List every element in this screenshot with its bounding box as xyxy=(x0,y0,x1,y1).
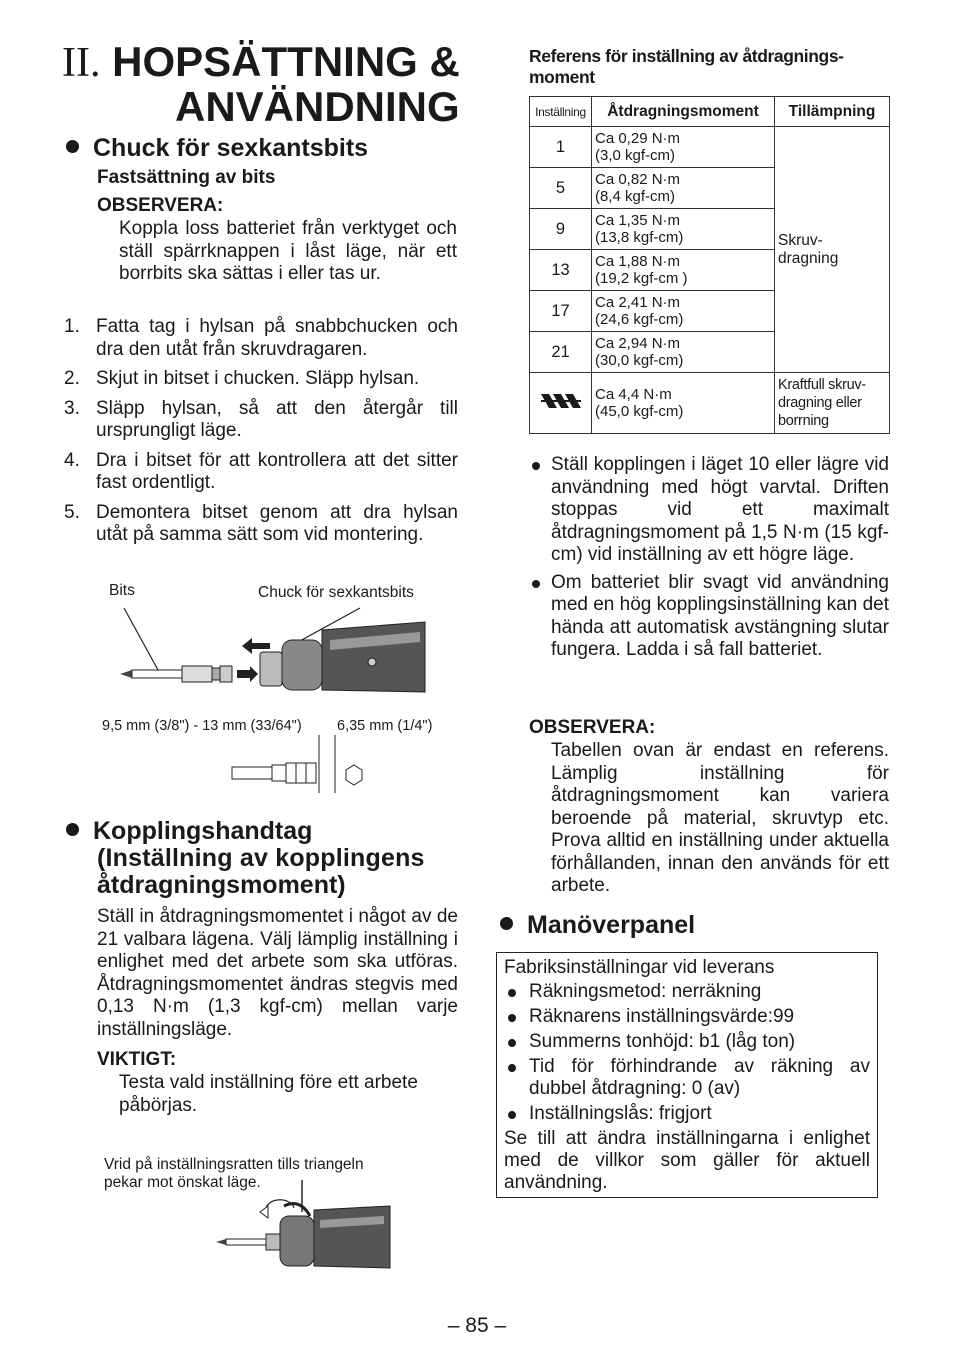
table-cell: Ca 2,41 N·m (24,6 kgf-cm) xyxy=(592,291,775,332)
table-cell xyxy=(530,373,592,434)
table-cell: Ca 0,82 N·m (8,4 kgf-cm) xyxy=(592,168,775,209)
factory-settings-list xyxy=(504,981,870,1125)
list-item: 1. Fatta tag i hylsan på snabbchucken och dra den utåt från skruvdragaren. xyxy=(64,316,458,360)
list-item: 4. Dra i bitset för att kontrollera att det sitter fast ordentligt. xyxy=(64,449,458,493)
list-item: Om batteriet blir svagt vid användning med en hög kopplingsinställning kan det hända att automatisk avstängning slutar fungera. Ladda i så fall batteriet. xyxy=(529,572,889,662)
table-cell: 5 xyxy=(530,168,592,209)
table-cell-application: Skruv- dragning xyxy=(775,127,890,373)
panel-heading: Manöverpanel xyxy=(500,912,695,939)
table-cell: Ca 1,88 N·m (19,2 kgf-cm ) xyxy=(592,250,775,291)
reference-bullets xyxy=(529,454,889,667)
bullet-icon xyxy=(66,140,79,153)
factory-settings-box xyxy=(496,952,878,1198)
table-cell: 21 xyxy=(530,332,592,373)
figure-label-chuck: Chuck för sexkantsbits xyxy=(258,584,414,601)
list-item: Inställningslås: frigjort xyxy=(504,1103,870,1125)
drill-mode-icon xyxy=(539,392,583,410)
clutch-important-text: Testa vald inställning före ett arbete påbörjas. xyxy=(119,1072,418,1116)
table-row xyxy=(530,127,890,168)
table-cell: Ca 4,4 N·m (45,0 kgf-cm) xyxy=(592,373,775,434)
clutch-text: Ställ in åtdragningsmomentet i något av de 21 valbara lägena. Välj lämplig inställning i enlighet med det arbete som ska utföras. Åtdragningsmomentet ändras stegvis med 0,13 N·m (1,3 kgf-cm) mellan varje inställningsläge. xyxy=(97,906,458,1040)
bullet-icon xyxy=(66,823,79,836)
chuck-steps xyxy=(62,316,458,554)
list-item: 3. Släpp hylsan, så att den återgår till ursprungligt läge. xyxy=(64,397,458,441)
table-cell: 1 xyxy=(530,127,592,168)
clutch-figure-caption: Vrid på inställningsratten tills triangeln pekar mot önskat läge. xyxy=(104,1156,364,1191)
table-cell: Ca 2,94 N·m (30,0 kgf-cm) xyxy=(592,332,775,373)
list-item: 5. Demontera bitset genom att dra hylsan utåt på samma sätt som vid montering. xyxy=(64,501,458,545)
clutch-figure xyxy=(214,1176,394,1272)
reference-note-label: OBSERVERA: xyxy=(529,717,656,738)
clutch-heading: Kopplingshandtag (Inställning av kopplingens åtdragningsmoment) xyxy=(66,818,462,899)
table-header: Tillämpning xyxy=(775,97,890,127)
table-cell: Ca 0,29 N·m (3,0 kgf-cm) xyxy=(592,127,775,168)
list-item: Räknarens inställningsvärde:99 xyxy=(504,1006,870,1028)
title-line-1: HOPSÄTTNING & xyxy=(112,38,460,85)
table-cell: 9 xyxy=(530,209,592,250)
table-header: Åtdragningsmoment xyxy=(592,97,775,127)
chuck-note-label: OBSERVERA: xyxy=(97,195,224,216)
chapter-numeral: II. xyxy=(62,40,101,86)
figure-label-bits: Bits xyxy=(109,582,135,599)
chuck-figure xyxy=(110,600,430,700)
box-note: Se till att ändra inställningarna i enlighet med de villkor som gäller för aktuell användning. xyxy=(504,1128,870,1193)
list-item: Summerns tonhöjd: b1 (låg ton) xyxy=(504,1031,870,1053)
list-item: Räkningsmetod: nerräkning xyxy=(504,981,870,1003)
chuck-heading: Chuck för sexkantsbits xyxy=(66,135,368,162)
bullet-icon xyxy=(500,917,513,930)
table-cell: Ca 1,35 N·m (13,8 kgf-cm) xyxy=(592,209,775,250)
table-cell: 17 xyxy=(530,291,592,332)
reference-title: Referens för inställning av åtdragnings- moment xyxy=(529,46,844,87)
page-title xyxy=(62,40,462,129)
table-cell: 13 xyxy=(530,250,592,291)
bit-dimension-icon xyxy=(228,735,368,795)
table-row xyxy=(530,373,890,434)
box-title: Fabriksinställningar vid leverans xyxy=(504,957,775,978)
chuck-subheading: Fastsättning av bits xyxy=(97,167,276,188)
table-header-row xyxy=(530,97,890,127)
clutch-important-label: VIKTIGT: xyxy=(97,1049,177,1070)
table-cell-application: Kraftfull skruv- dragning eller borrning xyxy=(775,373,890,434)
title-line-2: ANVÄNDNING xyxy=(175,83,460,130)
page-number: – 85 – xyxy=(447,1314,507,1337)
reference-table xyxy=(529,96,890,434)
chuck-note-text: Koppla loss batteriet från verktyget och ställ spärrknappen i låst läge, när ett borrbits ska sättas i eller tas ur. xyxy=(119,218,457,284)
reference-note-text: Tabellen ovan är endast en referens. Lämplig inställning för åtdragningsmoment kan variera beroende på material, skruvtyp etc. Prova alltid en inställning under aktuella förhållanden, innan den används för ett arbete. xyxy=(551,740,889,896)
figure-dim-hex: 6,35 mm (1/4") xyxy=(337,718,433,734)
list-item: Ställ kopplingen i läget 10 eller lägre vid användning med högt varvtal. Driften stoppas vid ett maximalt åtdragningsmoment på 1,5 N·m (15 kgf-cm) vid inställning av ett högre läge. xyxy=(529,454,889,567)
figure-dim-length: 9,5 mm (3/8") - 13 mm (33/64") xyxy=(102,718,302,734)
list-item: Tid för förhindrande av räkning av dubbel åtdragning: 0 (av) xyxy=(504,1056,870,1100)
list-item: 2. Skjut in bitset i chucken. Släpp hylsan. xyxy=(64,368,420,389)
table-header: Inställning xyxy=(530,97,592,127)
